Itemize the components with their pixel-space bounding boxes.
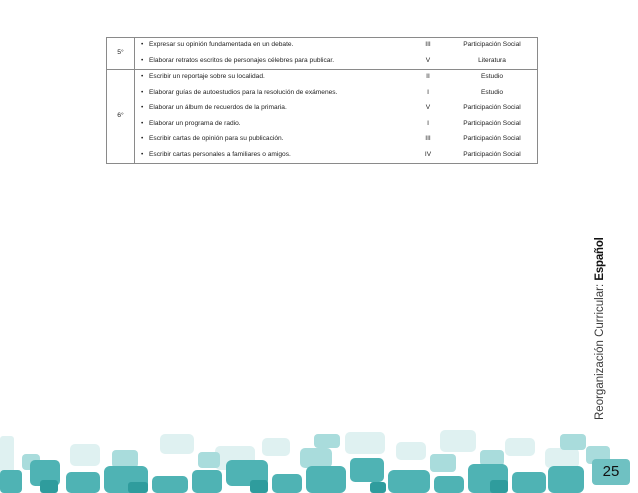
area-cell: Participación Social — [463, 104, 521, 112]
area-cell: Participación Social — [463, 119, 521, 127]
area-cell: Participación Social — [463, 135, 521, 143]
bullet-icon: • — [141, 104, 144, 112]
table-row — [135, 86, 537, 102]
page-number: 25 — [592, 459, 630, 485]
activity-text: Elaborar retratos escritos de personajes célebres para publicar. — [149, 56, 335, 64]
table-row — [135, 70, 537, 86]
table-row — [135, 38, 537, 54]
block-cell: III — [425, 41, 431, 49]
decorative-tiles — [0, 420, 638, 493]
bullet-icon: • — [141, 56, 144, 64]
table-row — [135, 54, 537, 70]
block-cell: I — [427, 88, 429, 96]
sidebar-prefix: Reorganización Curricular: — [594, 280, 606, 420]
block-cell: IV — [424, 150, 432, 158]
grade-row-6 — [107, 70, 538, 164]
sidebar-subject: Español — [594, 237, 606, 281]
activity-list — [135, 70, 537, 163]
grade-row-5 — [107, 38, 538, 70]
bullet-icon: • — [141, 88, 144, 96]
table-row — [135, 148, 537, 164]
bullet-icon: • — [141, 41, 144, 49]
curriculum-table — [106, 37, 538, 164]
sidebar-title — [594, 237, 606, 420]
block-cell: V — [425, 56, 431, 64]
area-cell: Estudio — [481, 73, 503, 81]
area-cell: Estudio — [481, 88, 503, 96]
activity-list — [135, 38, 537, 69]
activity-text: Elaborar un programa de radio. — [149, 119, 241, 127]
bullet-icon: • — [141, 135, 144, 143]
area-cell: Participación Social — [463, 150, 521, 158]
activity-text: Expresar su opinión fundamentada en un debate. — [149, 41, 294, 49]
bullet-icon: • — [141, 73, 144, 81]
block-cell: II — [426, 73, 430, 81]
activity-text: Escribir cartas de opinión para su publicación. — [149, 135, 284, 143]
activity-text: Elaborar guías de autoestudios para la resolución de exámenes. — [149, 88, 338, 96]
table-row — [135, 117, 537, 133]
table-row — [135, 101, 537, 117]
table-row — [135, 132, 537, 148]
grade-cell: 5° — [107, 38, 135, 70]
activity-text: Escribir un reportaje sobre su localidad. — [149, 73, 265, 81]
block-cell: V — [425, 104, 431, 112]
activity-text: Elaborar un álbum de recuerdos de la primaria. — [149, 104, 287, 112]
bullet-icon: • — [141, 150, 144, 158]
area-cell: Participación Social — [463, 41, 521, 49]
bullet-icon: • — [141, 119, 144, 127]
grade-cell: 6° — [107, 70, 135, 164]
block-cell: III — [425, 135, 431, 143]
area-cell: Literatura — [478, 56, 506, 64]
block-cell: I — [427, 119, 429, 127]
activity-text: Escribir cartas personales a familiares o amigos. — [149, 150, 291, 158]
